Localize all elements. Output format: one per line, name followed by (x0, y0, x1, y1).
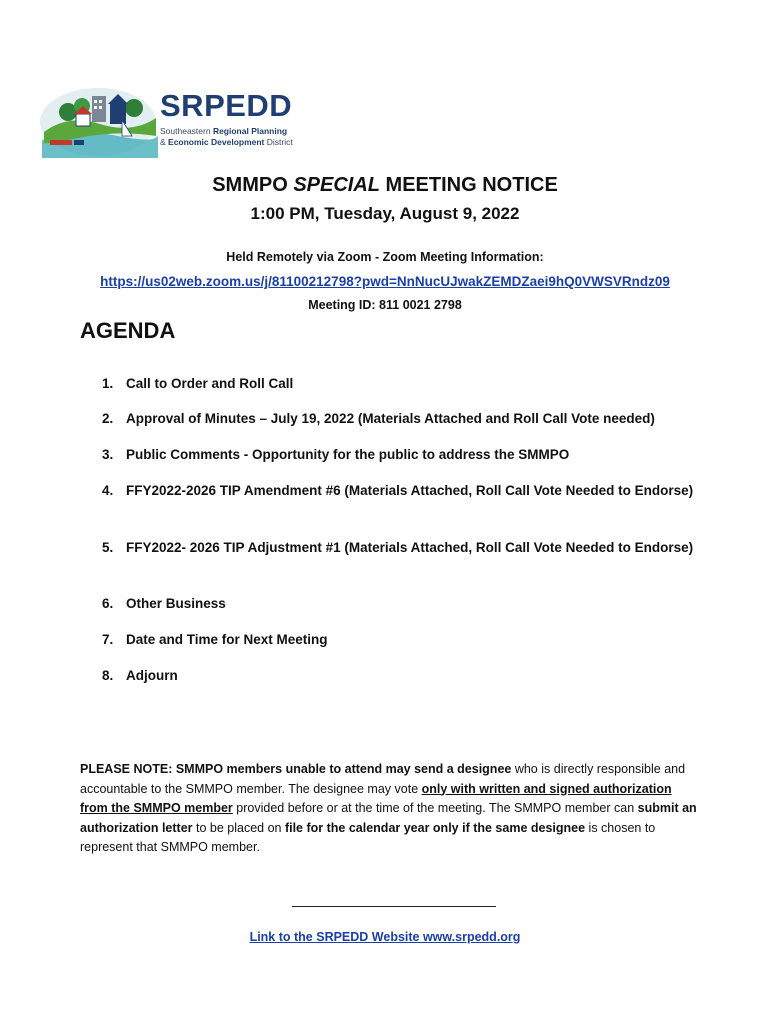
meeting-id: Meeting ID: 811 0021 2798 (308, 298, 462, 312)
srpedd-logo-graphic-icon (38, 78, 160, 158)
held-remotely-text: Held Remotely via Zoom - Zoom Meeting Information: (226, 250, 544, 264)
please-note-paragraph (80, 760, 700, 858)
agenda-item-number: 7. (102, 632, 114, 647)
logo-sub1-plain: Southeastern (160, 126, 213, 136)
agenda-item-text: FFY2022-2026 TIP Amendment #6 (Materials Attached, Roll Call Vote Needed to Endorse) (126, 483, 694, 498)
srpedd-logo (38, 78, 293, 158)
note-bold-intro: PLEASE NOTE: SMMPO members unable to attend may send a designee (80, 762, 512, 776)
title-italic: SPECIAL (293, 174, 380, 196)
agenda-item-number: 2. (102, 411, 114, 426)
logo-sub2-tail: District (264, 137, 293, 147)
srpedd-website-link[interactable]: Link to the SRPEDD Website www.srpedd.org (249, 930, 521, 944)
agenda-item-number: 4. (102, 483, 114, 498)
note-text-2: provided before or at the time of the meeting. The SMMPO member can (232, 801, 638, 815)
note-text-1: who is directly responsible and accountable to the SMMPO member. The designee may vote (80, 762, 686, 796)
logo-sub1-bold: Regional Planning (212, 126, 288, 136)
agenda-item-text: Public Comments - Opportunity for the public to address the SMMPO (126, 447, 570, 462)
agenda-item-number: 6. (102, 596, 114, 611)
divider-line (292, 906, 496, 907)
agenda-heading: AGENDA (80, 318, 176, 343)
note-underline: only with written and signed authorization from the SMMPO member (80, 781, 672, 815)
notice-title (0, 174, 770, 197)
note-bold-file: file for the calendar year only if the same designee (284, 820, 586, 835)
note-text-4: is chosen to represent that SMMPO member. (80, 820, 656, 854)
note-text-3: to be placed on (192, 820, 285, 835)
logo-sub2-bold: Economic Development (168, 137, 265, 147)
title-pre: SMMPO (212, 174, 294, 196)
agenda-item-number: 5. (102, 540, 114, 555)
agenda-item-text: Call to Order and Roll Call (126, 376, 294, 391)
agenda-item-number: 3. (102, 447, 114, 462)
zoom-meeting-link[interactable]: https://us02web.zoom.us/j/81100212798?pwd=NnNucUJwakZEMDZaei9hQ0VWSVRndz09 (100, 274, 670, 289)
meeting-time: 1:00 PM, Tuesday, August 9, 2022 (250, 204, 520, 223)
agenda-item-number: 1. (102, 376, 114, 391)
title-post: MEETING NOTICE (380, 174, 558, 196)
note-bold-letter: submit an authorization letter (80, 801, 697, 835)
agenda-item-text: FFY2022- 2026 TIP Adjustment #1 (Materials Attached, Roll Call Vote Needed to Endorse) (126, 540, 694, 555)
logo-wordmark: SRPEDD (160, 88, 293, 123)
agenda-item-number: 8. (102, 668, 114, 683)
logo-sub2-plain: & (160, 137, 169, 147)
agenda-item-text: Other Business (126, 596, 226, 611)
agenda-item-text: Approval of Minutes – July 19, 2022 (Materials Attached and Roll Call Vote needed) (126, 411, 655, 426)
logo-subtitle-line-1 (160, 126, 287, 136)
agenda-item-text: Date and Time for Next Meeting (126, 632, 328, 647)
logo-subtitle-line-2 (160, 137, 293, 147)
agenda-item-text: Adjourn (126, 668, 178, 683)
